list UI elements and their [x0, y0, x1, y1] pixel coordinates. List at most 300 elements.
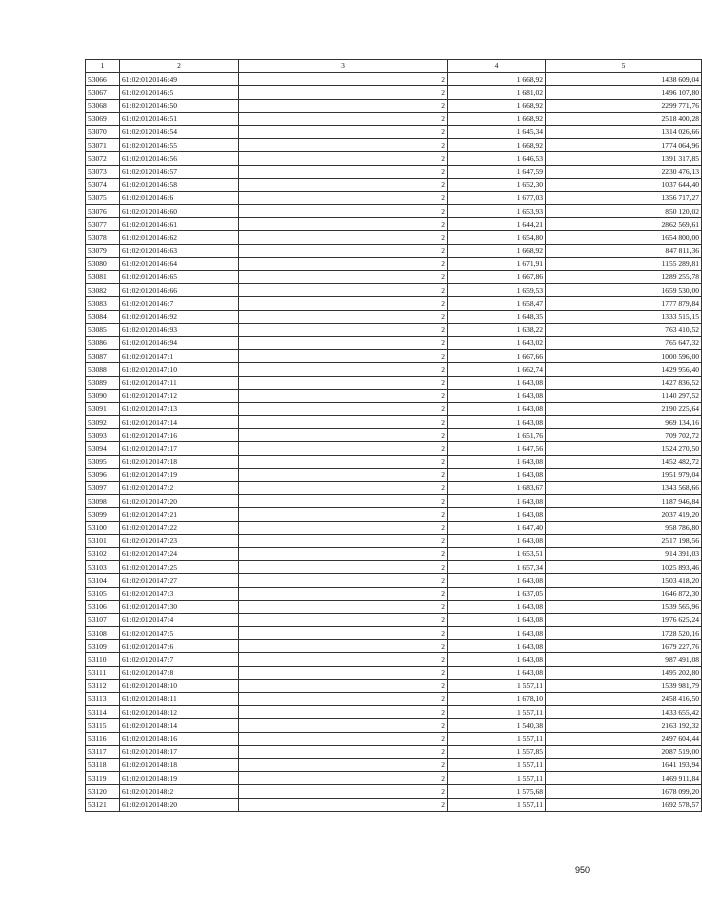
table-cell-col-3: 2: [239, 627, 448, 640]
table-cell-col-4: 1 647,40: [448, 521, 546, 534]
table-cell-col-4: 1 643,08: [448, 574, 546, 587]
table-cell-col-5: 1654 800,00: [546, 231, 702, 244]
table-row: [86, 218, 702, 231]
table-cell-col-3: 2: [239, 561, 448, 574]
table-row: [86, 389, 702, 402]
table-cell-col-2: 61:02:0120146:56: [120, 152, 239, 165]
table-cell-col-4: 1 644,21: [448, 218, 546, 231]
table-cell-col-5: 1025 893,46: [546, 561, 702, 574]
table-cell-col-3: 2: [239, 600, 448, 613]
table-cell-col-3: 2: [239, 165, 448, 178]
table-cell-col-2: 61:02:0120146:51: [120, 112, 239, 125]
table-cell-col-1: 53104: [86, 574, 120, 587]
header-row: [86, 60, 702, 73]
table-cell-col-1: 53099: [86, 508, 120, 521]
table-cell-col-5: 2163 192,32: [546, 719, 702, 732]
table-cell-col-4: 1 557,11: [448, 798, 546, 811]
table-cell-col-3: 2: [239, 376, 448, 389]
table-row: [86, 627, 702, 640]
table-cell-col-3: 2: [239, 389, 448, 402]
table-cell-col-5: 1391 317,85: [546, 152, 702, 165]
table-cell-col-2: 61:02:0120146:65: [120, 271, 239, 284]
table-row: [86, 587, 702, 600]
table-cell-col-4: 1 677,03: [448, 191, 546, 204]
table-row: [86, 165, 702, 178]
table-cell-col-1: 53074: [86, 178, 120, 191]
table-cell-col-5: 1427 836,52: [546, 376, 702, 389]
table-cell-col-4: 1 668,92: [448, 73, 546, 86]
table-cell-col-3: 2: [239, 402, 448, 415]
table-cell-col-4: 1 645,34: [448, 125, 546, 138]
table-cell-col-5: 1679 227,76: [546, 640, 702, 653]
table-cell-col-2: 61:02:0120146:6: [120, 191, 239, 204]
table-cell-col-3: 2: [239, 139, 448, 152]
table-cell-col-5: 2190 225,64: [546, 402, 702, 415]
table-cell-col-2: 61:02:0120147:25: [120, 561, 239, 574]
table-cell-col-3: 2: [239, 218, 448, 231]
table-cell-col-1: 53117: [86, 745, 120, 758]
table-cell-col-3: 2: [239, 442, 448, 455]
table-cell-col-5: 1976 625,24: [546, 613, 702, 626]
table-cell-col-2: 61:02:0120146:62: [120, 231, 239, 244]
table-cell-col-5: 847 811,36: [546, 244, 702, 257]
page-number: 950: [574, 865, 590, 875]
table-cell-col-4: 1 654,80: [448, 231, 546, 244]
table-row: [86, 178, 702, 191]
table-row: [86, 336, 702, 349]
table-cell-col-1: 53114: [86, 706, 120, 719]
table-cell-col-1: 53066: [86, 73, 120, 86]
table-cell-col-1: 53080: [86, 257, 120, 270]
table-cell-col-2: 61:02:0120146:64: [120, 257, 239, 270]
table-cell-col-4: 1 638,22: [448, 323, 546, 336]
table-cell-col-5: 2862 569,61: [546, 218, 702, 231]
table-cell-col-3: 2: [239, 468, 448, 481]
table-cell-col-4: 1 662,74: [448, 363, 546, 376]
table-cell-col-1: 53105: [86, 587, 120, 600]
table-cell-col-1: 53084: [86, 310, 120, 323]
table-row: [86, 495, 702, 508]
table-cell-col-2: 61:02:0120146:63: [120, 244, 239, 257]
table-row: [86, 125, 702, 138]
table-cell-col-2: 61:02:0120147:18: [120, 455, 239, 468]
table-cell-col-3: 2: [239, 297, 448, 310]
table-cell-col-5: 1524 270,50: [546, 442, 702, 455]
table-cell-col-2: 61:02:0120146:49: [120, 73, 239, 86]
table-row: [86, 152, 702, 165]
table-cell-col-3: 2: [239, 640, 448, 653]
table-cell-col-3: 2: [239, 310, 448, 323]
table-cell-col-4: 1 643,08: [448, 640, 546, 653]
table-row: [86, 534, 702, 547]
table-row: [86, 205, 702, 218]
table-row: [86, 719, 702, 732]
table-cell-col-3: 2: [239, 785, 448, 798]
table-cell-col-2: 61:02:0120146:94: [120, 336, 239, 349]
table-row: [86, 772, 702, 785]
table-cell-col-4: 1 643,08: [448, 600, 546, 613]
table-cell-col-5: 969 134,16: [546, 416, 702, 429]
table-row: [86, 613, 702, 626]
table-cell-col-2: 61:02:0120148:19: [120, 772, 239, 785]
table-cell-col-4: 1 678,10: [448, 693, 546, 706]
table-cell-col-4: 1 643,08: [448, 416, 546, 429]
table-row: [86, 99, 702, 112]
table-row: [86, 376, 702, 389]
table-cell-col-5: 2517 198,56: [546, 534, 702, 547]
table-cell-col-5: 1951 979,04: [546, 468, 702, 481]
table-cell-col-4: 1 643,08: [448, 534, 546, 547]
table-row: [86, 574, 702, 587]
table-row: [86, 758, 702, 771]
table-cell-col-3: 2: [239, 323, 448, 336]
table-cell-col-3: 2: [239, 178, 448, 191]
table-cell-col-1: 53068: [86, 99, 120, 112]
table-cell-col-5: 1539 565,96: [546, 600, 702, 613]
table-cell-col-4: 1 643,08: [448, 627, 546, 640]
table-cell-col-5: 1140 297,52: [546, 389, 702, 402]
table-cell-col-1: 53106: [86, 600, 120, 613]
table-row: [86, 468, 702, 481]
table-cell-col-1: 53113: [86, 693, 120, 706]
table-cell-col-1: 53089: [86, 376, 120, 389]
table-cell-col-1: 53107: [86, 613, 120, 626]
table-cell-col-3: 2: [239, 693, 448, 706]
table-row: [86, 640, 702, 653]
table-cell-col-1: 53090: [86, 389, 120, 402]
table-cell-col-5: 1659 530,00: [546, 284, 702, 297]
table-cell-col-5: 1496 107,80: [546, 86, 702, 99]
table-cell-col-2: 61:02:0120147:6: [120, 640, 239, 653]
table-cell-col-3: 2: [239, 191, 448, 204]
table-cell-col-2: 61:02:0120148:10: [120, 679, 239, 692]
table-cell-col-5: 1452 482,72: [546, 455, 702, 468]
table-cell-col-5: 1539 981,79: [546, 679, 702, 692]
table-cell-col-4: 1 668,92: [448, 99, 546, 112]
table-cell-col-1: 53095: [86, 455, 120, 468]
table-row: [86, 323, 702, 336]
table-cell-col-3: 2: [239, 99, 448, 112]
table-cell-col-4: 1 681,02: [448, 86, 546, 99]
table-cell-col-5: 1333 515,15: [546, 310, 702, 323]
table-cell-col-2: 61:02:0120147:3: [120, 587, 239, 600]
table-cell-col-4: 1 557,85: [448, 745, 546, 758]
table-cell-col-4: 1 575,68: [448, 785, 546, 798]
table-cell-col-5: 1037 644,40: [546, 178, 702, 191]
table-cell-col-2: 61:02:0120147:7: [120, 653, 239, 666]
table-cell-col-4: 1 557,11: [448, 758, 546, 771]
table-cell-col-3: 2: [239, 350, 448, 363]
table-cell-col-1: 53072: [86, 152, 120, 165]
table-row: [86, 732, 702, 745]
table-cell-col-2: 61:02:0120148:14: [120, 719, 239, 732]
table-cell-col-4: 1 557,11: [448, 772, 546, 785]
table-cell-col-4: 1 643,08: [448, 468, 546, 481]
table-row: [86, 429, 702, 442]
table-cell-col-5: 1343 568,66: [546, 482, 702, 495]
table-cell-col-3: 2: [239, 86, 448, 99]
table-cell-col-3: 2: [239, 482, 448, 495]
table-row: [86, 112, 702, 125]
table-row: [86, 521, 702, 534]
table-cell-col-4: 1 653,93: [448, 205, 546, 218]
table-cell-col-3: 2: [239, 416, 448, 429]
table-cell-col-1: 53085: [86, 323, 120, 336]
table-cell-col-1: 53103: [86, 561, 120, 574]
table-cell-col-3: 2: [239, 653, 448, 666]
table-row: [86, 244, 702, 257]
table-cell-col-1: 53067: [86, 86, 120, 99]
table-cell-col-1: 53098: [86, 495, 120, 508]
table-cell-col-4: 1 657,34: [448, 561, 546, 574]
table-cell-col-2: 61:02:0120148:20: [120, 798, 239, 811]
table-cell-col-5: 2458 416,50: [546, 693, 702, 706]
table-cell-col-1: 53081: [86, 271, 120, 284]
table-row: [86, 73, 702, 86]
table-cell-col-4: 1 668,92: [448, 112, 546, 125]
table-cell-col-4: 1 667,66: [448, 350, 546, 363]
table-cell-col-4: 1 647,59: [448, 165, 546, 178]
table-cell-col-5: 2230 476,13: [546, 165, 702, 178]
table-row: [86, 600, 702, 613]
table-cell-col-3: 2: [239, 112, 448, 125]
table-cell-col-3: 2: [239, 534, 448, 547]
table-cell-col-1: 53076: [86, 205, 120, 218]
table-cell-col-3: 2: [239, 772, 448, 785]
table-cell-col-5: 1429 956,40: [546, 363, 702, 376]
table-cell-col-4: 1 557,11: [448, 732, 546, 745]
table-cell-col-4: 1 643,08: [448, 666, 546, 679]
table-cell-col-3: 2: [239, 336, 448, 349]
table-cell-col-1: 53088: [86, 363, 120, 376]
table-cell-col-3: 2: [239, 719, 448, 732]
table-cell-col-2: 61:02:0120146:55: [120, 139, 239, 152]
table-cell-col-2: 61:02:0120146:66: [120, 284, 239, 297]
table-cell-col-2: 61:02:0120148:17: [120, 745, 239, 758]
table-cell-col-4: 1 683,67: [448, 482, 546, 495]
table-cell-col-1: 53119: [86, 772, 120, 785]
table-cell-col-5: 1438 609,04: [546, 73, 702, 86]
table-row: [86, 402, 702, 415]
table-cell-col-5: 1646 872,30: [546, 587, 702, 600]
table-cell-col-3: 2: [239, 574, 448, 587]
table-cell-col-5: 1495 202,80: [546, 666, 702, 679]
table-cell-col-5: 1641 193,94: [546, 758, 702, 771]
table-cell-col-1: 53111: [86, 666, 120, 679]
table-row: [86, 297, 702, 310]
table-cell-col-2: 61:02:0120147:19: [120, 468, 239, 481]
table-cell-col-2: 61:02:0120147:22: [120, 521, 239, 534]
table-cell-col-1: 53075: [86, 191, 120, 204]
table-row: [86, 508, 702, 521]
table-cell-col-1: 53091: [86, 402, 120, 415]
column-header-1: 1: [86, 60, 120, 73]
column-header-3: 3: [239, 60, 448, 73]
table-cell-col-3: 2: [239, 547, 448, 560]
table-cell-col-5: 1774 064,96: [546, 139, 702, 152]
table-row: [86, 310, 702, 323]
table-cell-col-2: 61:02:0120146:7: [120, 297, 239, 310]
table-cell-col-2: 61:02:0120147:30: [120, 600, 239, 613]
table-cell-col-1: 53073: [86, 165, 120, 178]
table-cell-col-5: 1678 099,20: [546, 785, 702, 798]
table-row: [86, 693, 702, 706]
table-cell-col-2: 61:02:0120147:10: [120, 363, 239, 376]
table-cell-col-2: 61:02:0120147:11: [120, 376, 239, 389]
table-cell-col-5: 1356 717,27: [546, 191, 702, 204]
table-cell-col-1: 53092: [86, 416, 120, 429]
table-cell-col-2: 61:02:0120148:18: [120, 758, 239, 771]
table-cell-col-3: 2: [239, 455, 448, 468]
table-cell-col-2: 61:02:0120148:12: [120, 706, 239, 719]
table-cell-col-4: 1 540,38: [448, 719, 546, 732]
table-cell-col-3: 2: [239, 495, 448, 508]
table-row: [86, 86, 702, 99]
table-row: [86, 679, 702, 692]
table-row: [86, 350, 702, 363]
table-cell-col-4: 1 659,53: [448, 284, 546, 297]
table-cell-col-1: 53118: [86, 758, 120, 771]
table-cell-col-1: 53086: [86, 336, 120, 349]
table-cell-col-2: 61:02:0120146:61: [120, 218, 239, 231]
table-cell-col-2: 61:02:0120147:2: [120, 482, 239, 495]
table-row: [86, 139, 702, 152]
table-cell-col-3: 2: [239, 429, 448, 442]
table-row: [86, 363, 702, 376]
table-cell-col-4: 1 647,56: [448, 442, 546, 455]
table-cell-col-1: 53093: [86, 429, 120, 442]
table-cell-col-2: 61:02:0120147:4: [120, 613, 239, 626]
table-row: [86, 271, 702, 284]
table-cell-col-1: 53071: [86, 139, 120, 152]
table-cell-col-1: 53069: [86, 112, 120, 125]
table-cell-col-4: 1 646,53: [448, 152, 546, 165]
table-cell-col-1: 53096: [86, 468, 120, 481]
table-cell-col-2: 61:02:0120147:5: [120, 627, 239, 640]
table-cell-col-3: 2: [239, 152, 448, 165]
table-cell-col-5: 850 120,02: [546, 205, 702, 218]
table-cell-col-3: 2: [239, 679, 448, 692]
table-cell-col-1: 53097: [86, 482, 120, 495]
table-cell-col-5: 1155 289,81: [546, 257, 702, 270]
table-cell-col-4: 1 643,08: [448, 389, 546, 402]
table-cell-col-2: 61:02:0120146:5: [120, 86, 239, 99]
table-row: [86, 798, 702, 811]
table-cell-col-1: 53082: [86, 284, 120, 297]
table-cell-col-3: 2: [239, 271, 448, 284]
column-header-5: 5: [546, 60, 702, 73]
table-cell-col-4: 1 643,08: [448, 455, 546, 468]
table-cell-col-3: 2: [239, 798, 448, 811]
table-cell-col-3: 2: [239, 758, 448, 771]
table-row: [86, 257, 702, 270]
table-cell-col-4: 1 643,02: [448, 336, 546, 349]
table-cell-col-3: 2: [239, 205, 448, 218]
table-cell-col-5: 763 410,52: [546, 323, 702, 336]
table-cell-col-4: 1 667,86: [448, 271, 546, 284]
table-cell-col-2: 61:02:0120147:14: [120, 416, 239, 429]
table-row: [86, 653, 702, 666]
table-cell-col-1: 53100: [86, 521, 120, 534]
table-cell-col-4: 1 643,08: [448, 402, 546, 415]
table-cell-col-1: 53115: [86, 719, 120, 732]
table-cell-col-1: 53120: [86, 785, 120, 798]
table-cell-col-1: 53083: [86, 297, 120, 310]
table-cell-col-1: 53112: [86, 679, 120, 692]
table-cell-col-1: 53070: [86, 125, 120, 138]
table-cell-col-2: 61:02:0120147:21: [120, 508, 239, 521]
table-cell-col-3: 2: [239, 244, 448, 257]
table-row: [86, 284, 702, 297]
table-cell-col-5: 709 702,72: [546, 429, 702, 442]
table-cell-col-3: 2: [239, 732, 448, 745]
table-cell-col-2: 61:02:0120147:16: [120, 429, 239, 442]
table-cell-col-4: 1 557,11: [448, 679, 546, 692]
table-cell-col-5: 1289 255,78: [546, 271, 702, 284]
table-cell-col-5: 914 391,03: [546, 547, 702, 560]
table-cell-col-5: 1692 578,57: [546, 798, 702, 811]
table-cell-col-2: 61:02:0120148:16: [120, 732, 239, 745]
table-cell-col-5: 1314 026,66: [546, 125, 702, 138]
table-cell-col-5: 1469 911,84: [546, 772, 702, 785]
table-cell-col-5: 2037 419,20: [546, 508, 702, 521]
table-row: [86, 785, 702, 798]
table-row: [86, 745, 702, 758]
table-row: [86, 482, 702, 495]
table-cell-col-3: 2: [239, 587, 448, 600]
table-cell-col-1: 53108: [86, 627, 120, 640]
table-cell-col-2: 61:02:0120147:8: [120, 666, 239, 679]
table-row: [86, 416, 702, 429]
table-cell-col-2: 61:02:0120147:24: [120, 547, 239, 560]
table-cell-col-2: 61:02:0120148:2: [120, 785, 239, 798]
table-row: [86, 666, 702, 679]
table-cell-col-3: 2: [239, 231, 448, 244]
table-cell-col-3: 2: [239, 706, 448, 719]
table-cell-col-5: 1187 946,84: [546, 495, 702, 508]
table-cell-col-1: 53101: [86, 534, 120, 547]
table-row: [86, 191, 702, 204]
table-cell-col-3: 2: [239, 363, 448, 376]
table-cell-col-2: 61:02:0120146:93: [120, 323, 239, 336]
table-cell-col-2: 61:02:0120146:60: [120, 205, 239, 218]
table-cell-col-5: 2497 604,44: [546, 732, 702, 745]
data-table: [85, 59, 702, 812]
table-cell-col-5: 2299 771,76: [546, 99, 702, 112]
table-cell-col-5: 765 647,32: [546, 336, 702, 349]
table-cell-col-4: 1 557,11: [448, 706, 546, 719]
table-cell-col-2: 61:02:0120147:1: [120, 350, 239, 363]
table-row: [86, 706, 702, 719]
table-row: [86, 547, 702, 560]
table-cell-col-4: 1 643,08: [448, 495, 546, 508]
table-cell-col-3: 2: [239, 73, 448, 86]
table-cell-col-4: 1 671,91: [448, 257, 546, 270]
table-cell-col-2: 61:02:0120147:17: [120, 442, 239, 455]
table-cell-col-4: 1 643,08: [448, 613, 546, 626]
table-cell-col-5: 1000 596,00: [546, 350, 702, 363]
table-cell-col-1: 53077: [86, 218, 120, 231]
table-cell-col-3: 2: [239, 666, 448, 679]
table-cell-col-2: 61:02:0120146:54: [120, 125, 239, 138]
table-cell-col-1: 53078: [86, 231, 120, 244]
table-cell-col-1: 53110: [86, 653, 120, 666]
table-cell-col-1: 53079: [86, 244, 120, 257]
table-cell-col-5: 1503 418,20: [546, 574, 702, 587]
column-header-4: 4: [448, 60, 546, 73]
table-cell-col-5: 1433 655,42: [546, 706, 702, 719]
table-cell-col-5: 2518 400,28: [546, 112, 702, 125]
